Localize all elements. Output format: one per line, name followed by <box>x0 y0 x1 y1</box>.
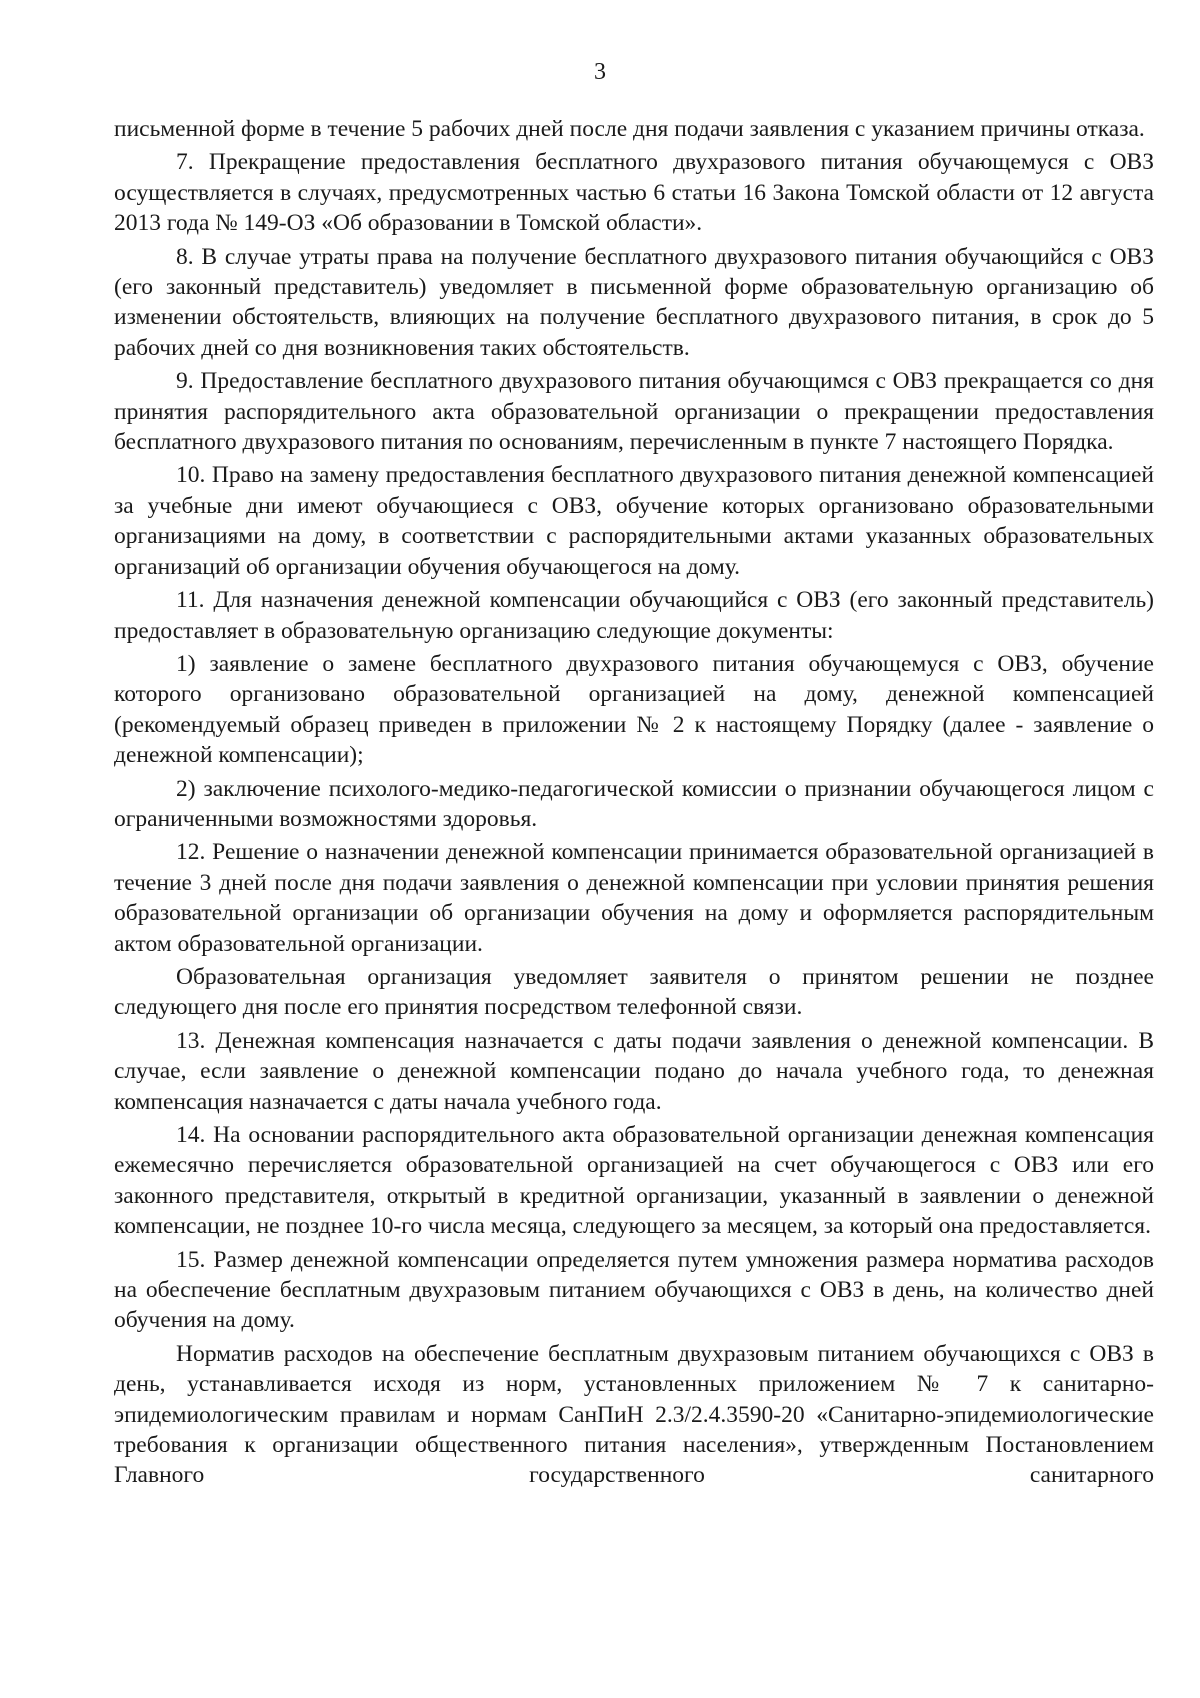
paragraph-subitem-2: 2) заключение психолого-медико-педагогической комиссии о признании обучающегося лицом с ограниченными возможностями здоровья. <box>114 775 1154 832</box>
paragraph-continuation: письменной форме в течение 5 рабочих дней после дня подачи заявления с указанием причины отказа. <box>114 116 1145 142</box>
paragraph-item-15: 15. Размер денежной компенсации определяется путем умножения размера норматива расходов на обеспечение бесплатным двухразовым питанием обучающихся с ОВЗ в день, на количество дней обучения на дому. <box>114 1246 1154 1334</box>
paragraph-norm-expenses: Норматив расходов на обеспечение бесплатным двухразовым питанием обучающихся с ОВЗ в день, устанавливается исходя из норм, установленных приложением № 7 к санитарно-эпидемиологическим правилам и нормам СанПиН 2.3/2.4.3590-20 «Санитарно-эпидемиологические требования к организации общественного питания населения», утвержденным Постановлением Главного государственного санитарного <box>114 1340 1154 1489</box>
paragraph-item-7: 7. Прекращение предоставления бесплатного двухразового питания обучающемуся с ОВЗ осуществляется в случаях, предусмотренных частью 6 статьи 16 Закона Томской области от 12 августа 2013 года № 149-ОЗ «Об образовании в Томской области». <box>114 149 1154 237</box>
paragraph-item-9: 9. Предоставление бесплатного двухразового питания обучающимся с ОВЗ прекращается со дня принятия распорядительного акта образовательной организации о прекращении предоставления бесплатного двухразового питания по основаниям, перечисленным в пункте 7 настоящего Порядка. <box>114 368 1154 456</box>
page-number: 3 <box>594 59 606 85</box>
paragraph-item-10: 10. Право на замену предоставления бесплатного двухразового питания денежной компенсацией за учебные дни имеют обучающиеся с ОВЗ, обучение которых организовано образовательными организациями на дому, в соответствии с распорядительными актами указанных образовательных организаций об организации обучения обучающегося на дому. <box>114 462 1154 580</box>
document-body <box>114 114 1154 1494</box>
paragraph-item-13: 13. Денежная компенсация назначается с даты подачи заявления о денежной компенсации. В случае, если заявление о денежной компенсации подано до начала учебного года, то денежная компенсация назначается с даты начала учебного года. <box>114 1027 1154 1115</box>
paragraph-item-11: 11. Для назначения денежной компенсации обучающийся с ОВЗ (его законный представитель) предоставляет в образовательную организацию следующие документы: <box>114 587 1154 644</box>
paragraph-item-14: 14. На основании распорядительного акта образовательной организации денежная компенсация ежемесячно перечисляется образовательной организацией на счет обучающегося с ОВЗ или его законного представителя, открытый в кредитной организации, указанный в заявлении о денежной компенсации, не позднее 10-го числа месяца, следующего за месяцем, за который она предоставляется. <box>114 1122 1154 1240</box>
paragraph-subitem-1: 1) заявление о замене бесплатного двухразового питания обучающемуся с ОВЗ, обучение которого организовано образовательной организацией на дому, денежной компенсацией (рекомендуемый образец приведен в приложении № 2 к настоящему Порядку (далее - заявление о денежной компенсации); <box>114 650 1154 769</box>
paragraph-item-12: 12. Решение о назначении денежной компенсации принимается образовательной организацией в течение 3 дней после дня подачи заявления о денежной компенсации при условии принятия решения образовательной организации об организации обучения на дому и оформляется распорядительным актом образовательной организации. <box>114 839 1154 957</box>
paragraph-item-8: 8. В случае утраты права на получение бесплатного двухразового питания обучающийся с ОВЗ (его законный представитель) уведомляет в письменной форме образовательную организацию об изменении обстоятельств, влияющих на получение бесплатного двухразового питания, в срок до 5 рабочих дней со дня возникновения таких обстоятельств. <box>114 243 1154 361</box>
paragraph-notification: Образовательная организация уведомляет заявителя о принятом решении не позднее следующего дня после его принятия посредством телефонной связи. <box>114 963 1154 1021</box>
